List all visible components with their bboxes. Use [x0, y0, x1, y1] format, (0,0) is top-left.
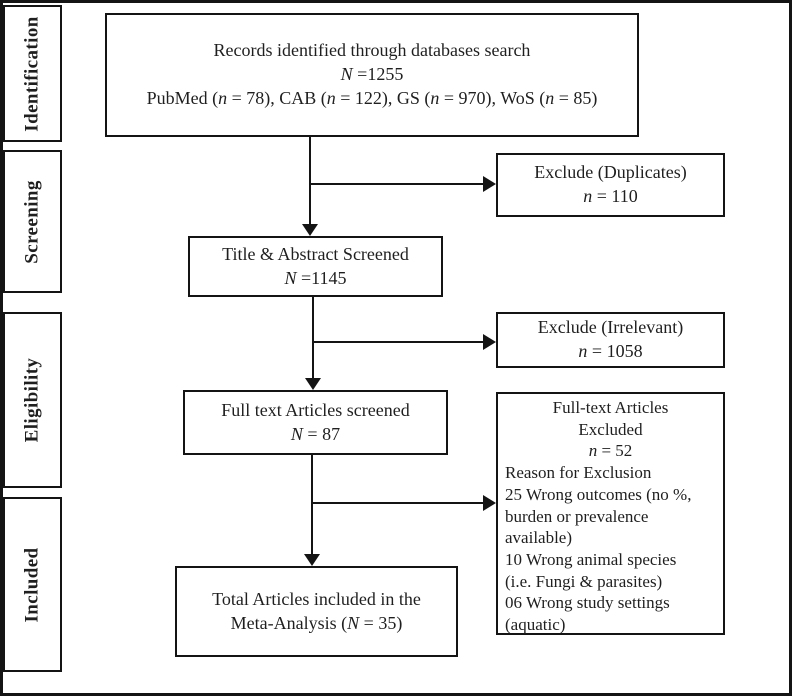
box-exclude-irrelevant: Exclude (Irrelevant) n = 1058	[496, 312, 725, 368]
connector-to-irrelevant-arrowhead-icon	[483, 334, 496, 350]
connector-to-duplicates-line	[310, 183, 483, 185]
connector-fulltext-to-total-line	[311, 455, 313, 554]
connector-title-to-fulltext-arrowhead-icon	[305, 378, 321, 390]
box-total-included: Total Articles included in the Meta-Analysis (N = 35)	[175, 566, 458, 657]
box-exclude-duplicates: Exclude (Duplicates) n = 110	[496, 153, 725, 217]
box-full-text-excluded: Full-text Articles Excluded n = 52 Reason for Exclusion 25 Wrong outcomes (no %, burden or prevalence available) 10 Wrong animal species (i.e. Fungi & parasites) 06 Wrong study settings (aquatic)	[496, 392, 725, 635]
connector-records-to-title-line	[309, 137, 311, 225]
stage-screening-label: Screening	[21, 179, 43, 264]
connector-to-duplicates-arrowhead-icon	[483, 176, 496, 192]
connector-fulltext-to-total-arrowhead-icon	[304, 554, 320, 566]
box-title-abstract-screened: Title & Abstract Screened N =1145	[188, 236, 443, 297]
connector-to-excluded-arrowhead-icon	[483, 495, 496, 511]
connector-to-excluded-line	[312, 502, 483, 504]
stage-eligibility	[3, 312, 62, 488]
connector-to-irrelevant-line	[313, 341, 483, 343]
stage-screening	[3, 150, 62, 293]
box-full-text-screened: Full text Articles screened N = 87	[183, 390, 448, 455]
connector-records-to-title-arrowhead-icon	[302, 224, 318, 236]
stage-identification	[3, 5, 62, 142]
connector-title-to-fulltext-line	[312, 297, 314, 378]
stage-eligibility-label: Eligibility	[21, 357, 43, 443]
box-records-identified: Records identified through databases search N =1255 PubMed (n = 78), CAB (n = 122), GS (n = 970), WoS (n = 85)	[105, 13, 639, 137]
stage-identification-label: Identification	[21, 15, 43, 132]
stage-included-label: Included	[21, 546, 43, 623]
stage-included	[3, 497, 62, 672]
